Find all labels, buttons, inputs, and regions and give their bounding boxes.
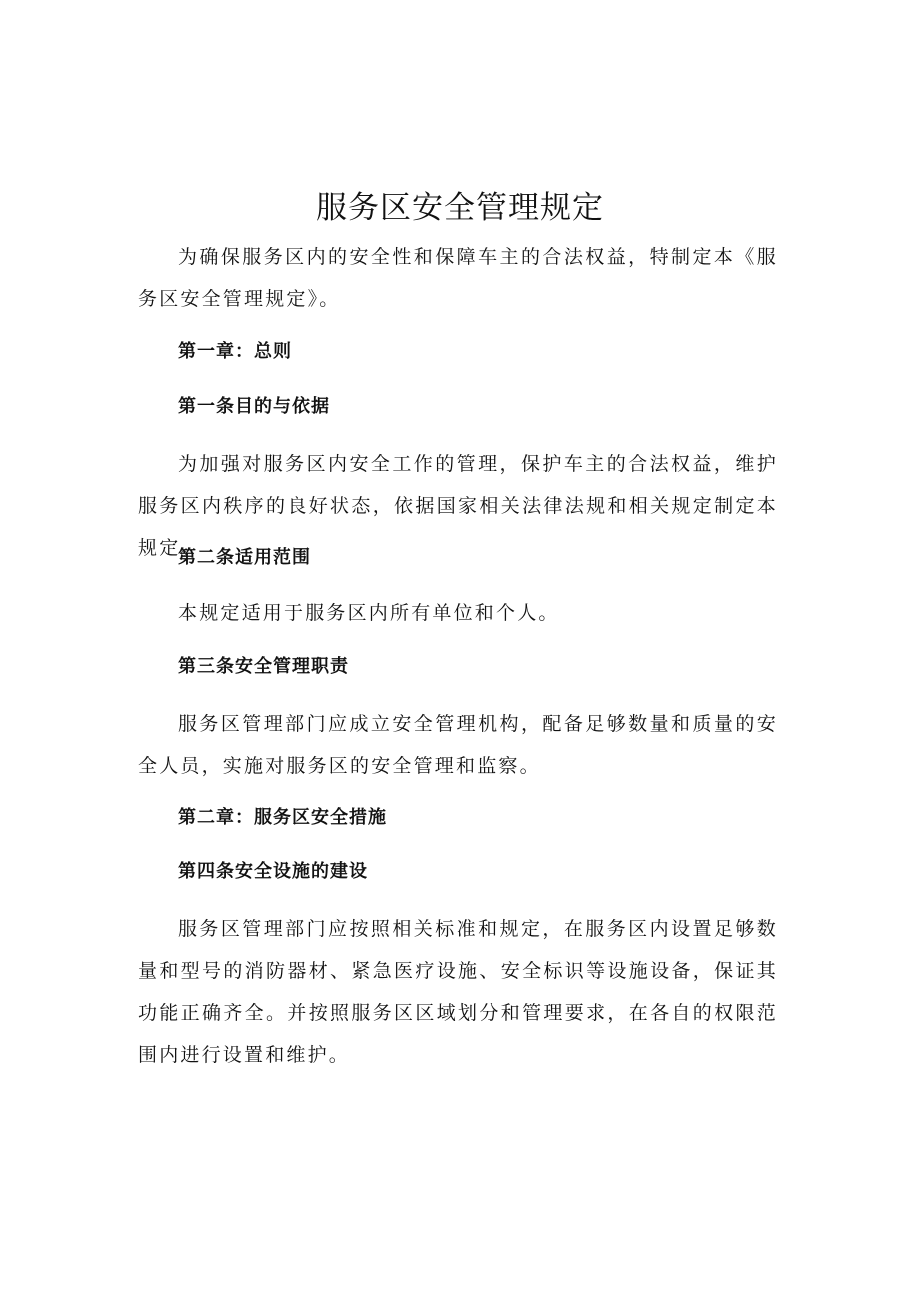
article-3-paragraph: 服务区管理部门应成立安全管理机构，配备足够数量和质量的安全人员，实施对服务区的安全管理和监察。 — [138, 713, 778, 777]
article-4-heading: 第四条安全设施的建设 — [178, 861, 368, 882]
article-4-paragraph: 服务区管理部门应按照相关标准和规定，在服务区内设置足够数量和型号的消防器材、紧急医疗设施、安全标识等设施设备，保证其功能正确齐全。并按照服务区区域划分和管理要求，在各自的权限范围内进行设置和维护。 — [138, 918, 778, 1066]
document-title: 服务区安全管理规定 — [316, 190, 604, 226]
article-3-heading: 第三条安全管理职责 — [178, 656, 349, 677]
article-1-paragraph: 为加强对服务区内安全工作的管理，保护车主的合法权益，维护服务区内秩序的良好状态，依据国家相关法律法规和相关规定制定本规定。 — [138, 453, 778, 559]
article-2-paragraph: 本规定适用于服务区内所有单位和个人。 — [178, 602, 560, 624]
article-2-heading: 第二条适用范围 — [178, 547, 311, 568]
article-1-heading: 第一条目的与依据 — [178, 396, 330, 417]
intro-paragraph: 为确保服务区内的安全性和保障车主的合法权益，特制定本《服务区安全管理规定》。 — [138, 246, 778, 310]
chapter-1-heading: 第一章：总则 — [178, 341, 292, 362]
chapter-2-heading: 第二章：服务区安全措施 — [178, 807, 387, 828]
